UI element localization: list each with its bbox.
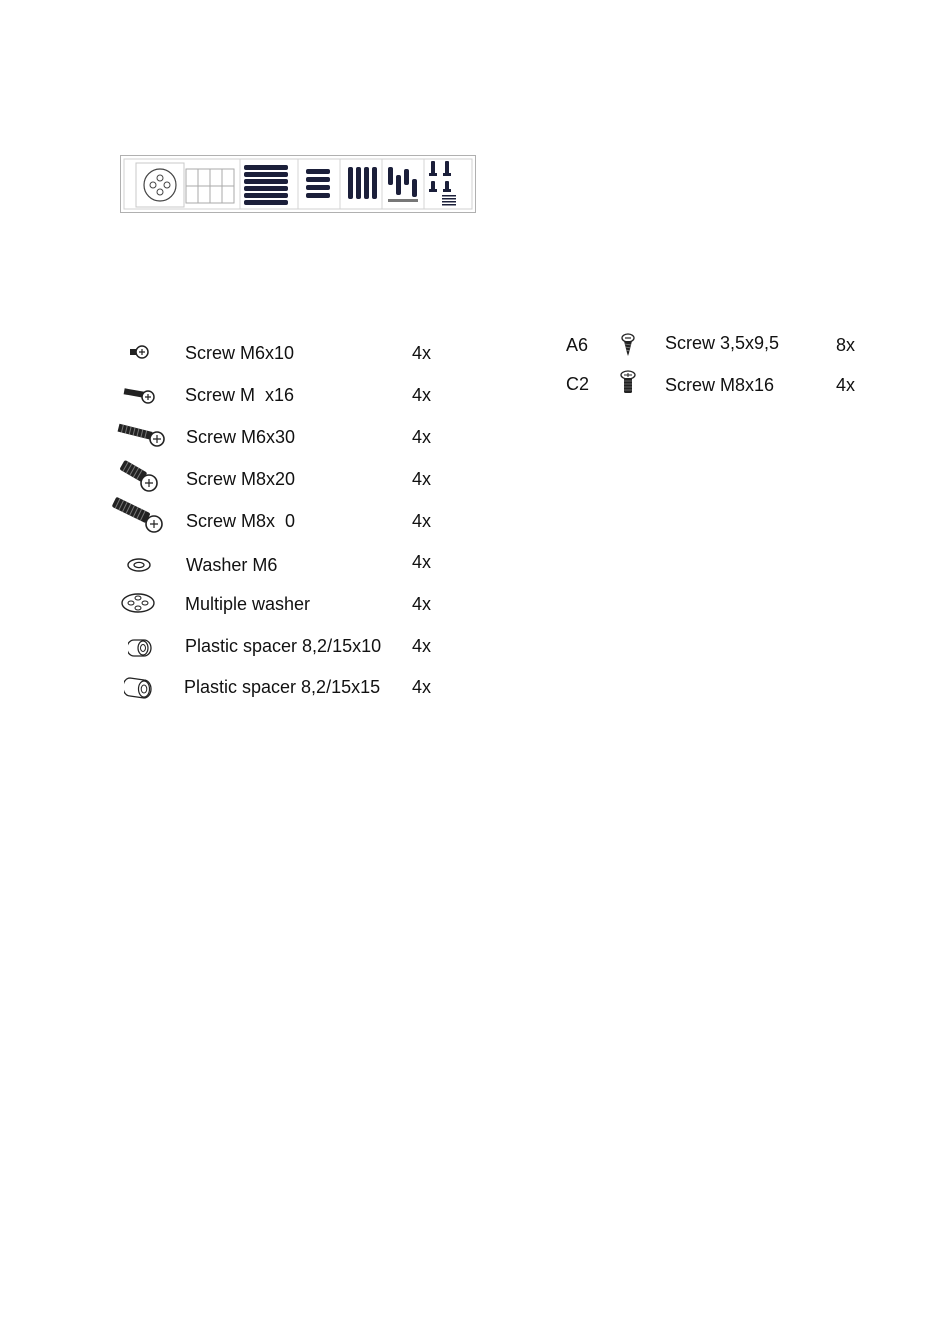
tray-grid-compartment xyxy=(186,169,234,203)
item-label: Screw 3,5x9,5 xyxy=(665,333,780,353)
screw-medium-icon xyxy=(122,384,158,406)
screw-thick-icon xyxy=(118,460,162,494)
item-qty: 4x xyxy=(412,469,432,489)
multiple-washer-icon xyxy=(120,592,156,614)
screw-thick-long-icon xyxy=(110,496,166,536)
item-qty: 4x xyxy=(412,636,432,656)
item-label: Screw M6x10 xyxy=(185,343,295,363)
item-code: A6 xyxy=(566,335,589,355)
item-qty: 4x xyxy=(412,427,432,447)
item-label: Washer M6 xyxy=(186,555,278,575)
item-code: C2 xyxy=(566,374,590,394)
item-qty: 8x xyxy=(836,335,856,355)
hardware-tray-illustration xyxy=(120,155,476,213)
item-label: Screw M8x 0 xyxy=(186,511,296,531)
tray-screws-vertical xyxy=(348,167,377,199)
item-label: Plastic spacer 8,2/15x15 xyxy=(184,677,381,697)
tray-screws-mixed xyxy=(388,167,418,202)
screw-m8-icon xyxy=(619,370,637,396)
tray-washer-compartment xyxy=(136,163,184,207)
item-qty: 4x xyxy=(412,552,432,572)
item-label: Plastic spacer 8,2/15x10 xyxy=(185,636,382,656)
item-label: Screw M8x16 xyxy=(665,375,775,395)
item-label: Screw M x16 xyxy=(185,385,295,405)
tray-screws-large xyxy=(244,165,288,205)
screw-short-icon xyxy=(128,343,152,361)
spacer-long-icon xyxy=(124,674,154,700)
item-qty: 4x xyxy=(412,677,432,697)
washer-icon xyxy=(126,557,152,573)
tray-screws-medium xyxy=(306,169,330,198)
item-qty: 4x xyxy=(836,375,856,395)
item-qty: 4x xyxy=(412,511,432,531)
item-qty: 4x xyxy=(412,343,432,363)
item-label: Screw M6x30 xyxy=(186,427,296,447)
item-label: Multiple washer xyxy=(185,594,311,614)
wood-screw-icon xyxy=(619,333,637,357)
screw-long-icon xyxy=(116,420,168,450)
spacer-short-icon xyxy=(128,636,152,658)
item-label: Screw M8x20 xyxy=(186,469,296,489)
item-qty: 4x xyxy=(412,594,432,614)
item-qty: 4x xyxy=(412,385,432,405)
tray-screws-small xyxy=(429,161,456,206)
